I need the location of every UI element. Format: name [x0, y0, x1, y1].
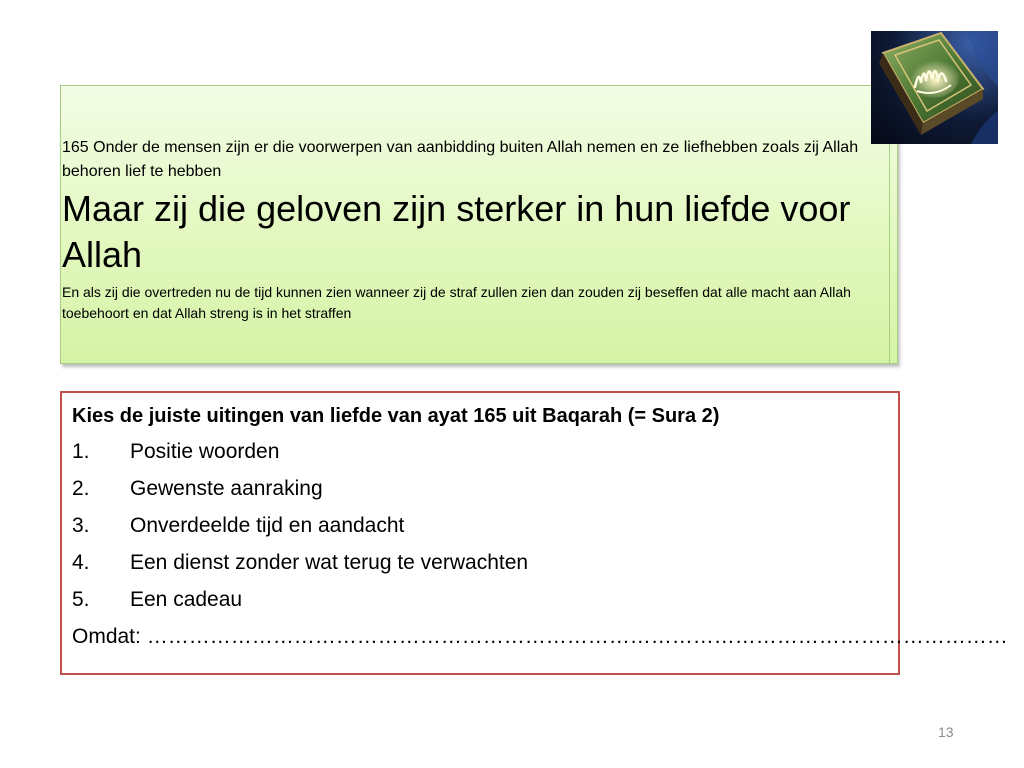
- quran-book-image: [871, 31, 998, 144]
- option-item-1: [72, 439, 898, 465]
- option-item-2: [72, 476, 898, 502]
- quote-line-large: Maar zij die geloven zijn sterker in hun liefde voor Allah: [62, 188, 851, 275]
- option-text: Gewenste aanraking: [130, 477, 323, 500]
- quote-text: [62, 136, 877, 324]
- option-number: 2.: [72, 477, 90, 500]
- option-item-4: [72, 550, 898, 576]
- quote-box: [60, 85, 898, 364]
- option-text: Een dienst zonder wat terug te verwachten: [130, 551, 529, 574]
- question-box: [60, 391, 1008, 675]
- option-number: 4.: [72, 551, 90, 574]
- quote-line-small: 165 Onder de mensen zijn er die voorwerpen van aanbidding buiten Allah nemen en ze liefhebben zoals zij Allah behoren lief te hebben: [62, 139, 859, 180]
- option-text: Een cadeau: [130, 588, 243, 611]
- option-number: 3.: [72, 514, 90, 537]
- option-item-3: [72, 513, 898, 539]
- slide-number: 13: [938, 724, 954, 740]
- option-text: Onverdeelde tijd en aandacht: [130, 514, 405, 537]
- option-text: Positie woorden: [130, 440, 280, 463]
- because-answer-line: Omdat: ……………………………………………………………………………………………………………: [72, 625, 1008, 648]
- quote-line-xsmall: En als zij die overtreden nu de tijd kunnen zien wanneer zij de straf zullen zien dan zouden zij beseffen dat alle macht aan Allah toebehoort en dat Allah streng is in het straffen: [62, 284, 851, 321]
- option-item-5: [72, 587, 898, 613]
- question-title: Kies de juiste uitingen van liefde van ayat 165 uit Baqarah (= Sura 2): [72, 405, 720, 427]
- option-number: 5.: [72, 588, 90, 611]
- quran-book-icon: [871, 31, 998, 144]
- option-number: 1.: [72, 440, 90, 463]
